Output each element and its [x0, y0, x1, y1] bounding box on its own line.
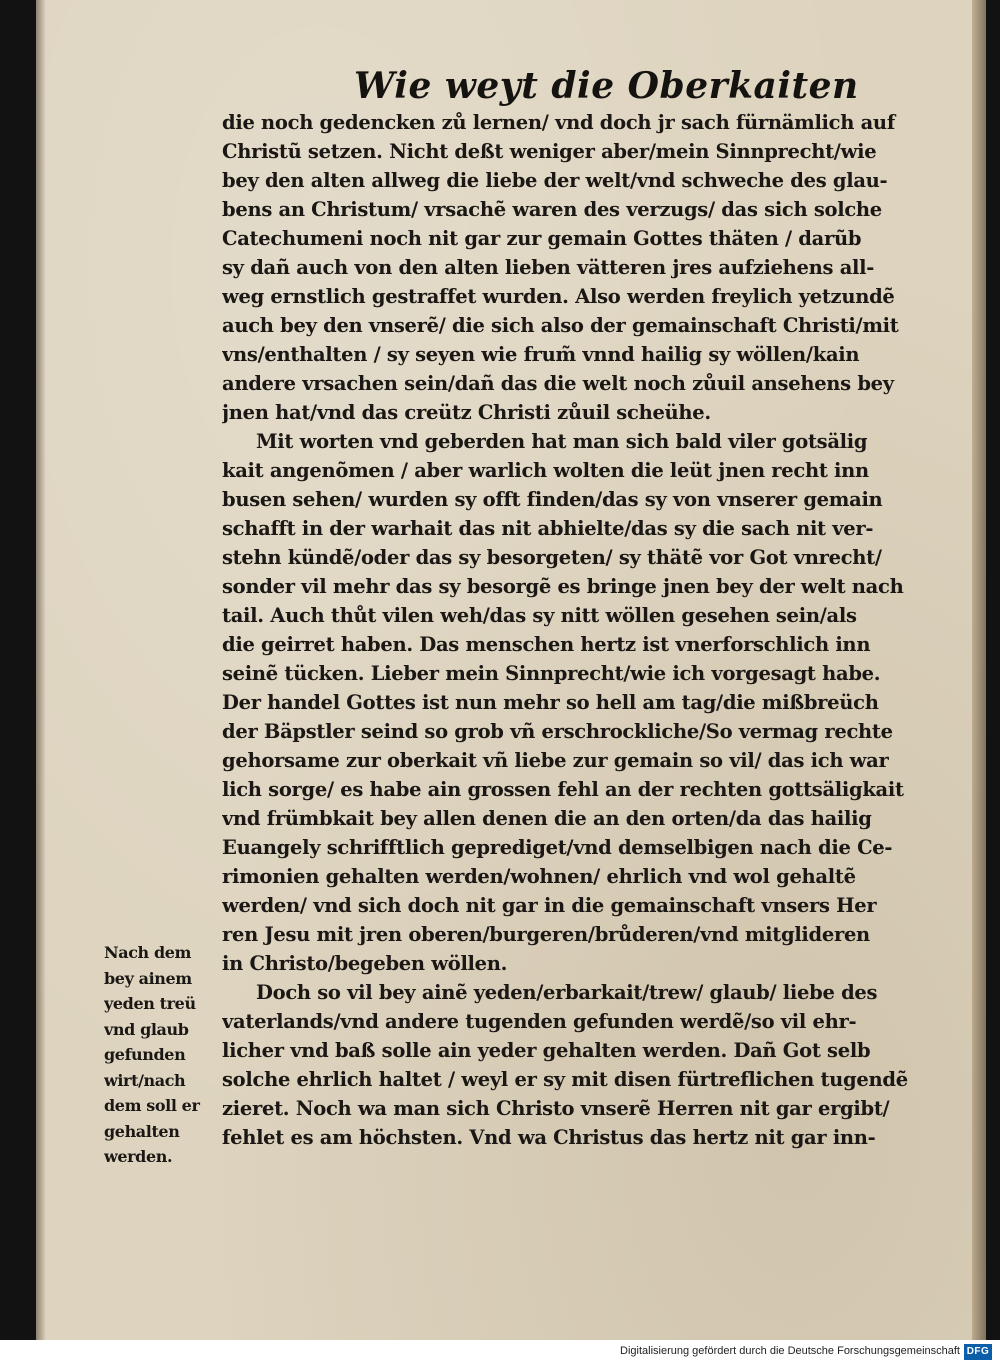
text-line: vns/enthalten / sy seyen wie frum̃ vnnd hailig sy wöllen/kain	[222, 343, 860, 366]
text-line: werden/ vnd sich doch nit gar in die gemainschaft vnsers Her	[222, 894, 877, 917]
text-line: rimonien gehalten werden/wohnen/ ehrlich vnd wol gehaltẽ	[222, 865, 856, 888]
text-line: fehlet es am höchsten. Vnd wa Christus das hertz nit gar inn-	[222, 1126, 876, 1149]
marginal-line: bey ainem	[104, 968, 192, 988]
text-line: bey den alten allweg die liebe der welt/vnd schweche des glau-	[222, 169, 888, 192]
text-line: jnen hat/vnd das creütz Christi zůuil scheühe.	[222, 401, 711, 424]
text-line: lich sorge/ es habe ain grossen fehl an der rechten gottsäligkait	[222, 778, 904, 801]
page-edge	[972, 0, 986, 1340]
text-line: die geirret haben. Das menschen hertz ist vnerforschlich inn	[222, 633, 871, 656]
text-line: busen sehen/ wurden sy offt finden/das sy von vnserer gemain	[222, 488, 883, 511]
marginal-line: wirt/nach	[104, 1070, 186, 1090]
text-line: licher vnd baß solle ain yeder gehalten werden. Dañ Got selb	[222, 1039, 871, 1062]
text-line: weg ernstlich gestraffet wurden. Also werden freylich yetzundẽ	[222, 285, 895, 308]
marginal-line: vnd glaub	[104, 1019, 189, 1039]
text-line: Mit worten vnd geberden hat man sich bald viler gotsälig	[256, 430, 868, 453]
marginal-note	[104, 940, 216, 1170]
text-line: kait angenõmen / aber warlich wolten die leüt jnen recht inn	[222, 459, 869, 482]
text-line: Christũ setzen. Nicht deßt weniger aber/mein Sinnprecht/wie	[222, 140, 877, 163]
dfg-logo-icon: DFG	[964, 1344, 992, 1360]
text-line: zieret. Noch wa man sich Christo vnserẽ Herren nit gar ergibt/	[222, 1097, 890, 1120]
text-line: auch bey den vnserẽ/ die sich also der gemainschaft Christi/mit	[222, 314, 899, 337]
marginal-line: gefunden	[104, 1045, 186, 1064]
text-line: bens an Christum/ vrsachẽ waren des verzugs/ das sich solche	[222, 198, 882, 221]
text-line: vnd frümbkait bey allen denen die an den orten/da das hailig	[222, 807, 872, 830]
text-line: seinẽ tücken. Lieber mein Sinnprecht/wie ich vorgesagt habe.	[222, 662, 881, 685]
text-line: vaterlands/vnd andere tugenden gefunden werdẽ/so vil ehr-	[222, 1010, 857, 1033]
text-line: der Bäpstler seind so grob vñ erschrockliche/So vermag rechte	[222, 720, 893, 743]
digitization-footer	[0, 1340, 1000, 1366]
marginal-line: gehalten	[104, 1121, 180, 1141]
marginal-line: yeden treü	[104, 994, 196, 1013]
marginal-line: Nach dem	[104, 943, 192, 962]
marginal-line: werden.	[104, 1147, 173, 1166]
text-line: stehn kündẽ/oder das sy besorgeten/ sy thätẽ vor Got vnrecht/	[222, 546, 882, 569]
text-line: andere vrsachen sein/dañ das die welt noch zůuil ansehens bey	[222, 372, 894, 395]
text-line: ren Jesu mit jren oberen/burgeren/brůderen/vnd mitglideren	[222, 923, 870, 946]
text-line: in Christo/begeben wöllen.	[222, 952, 508, 975]
text-line: Catechumeni noch nit gar zur gemain Gottes thäten / darũb	[222, 227, 862, 250]
text-line: sonder vil mehr das sy besorgẽ es bringe jnen bey der welt nach	[222, 575, 904, 598]
text-line: Der handel Gottes ist nun mehr so hell am tag/die mißbreüch	[222, 691, 879, 714]
page-gutter	[36, 0, 46, 1340]
text-line: tail. Auch thůt vilen weh/das sy nitt wöllen gesehen sein/als	[222, 604, 857, 627]
text-line: Euangely schrifftlich geprediget/vnd demselbigen nach die Ce-	[222, 836, 893, 859]
marginal-line: dem soll er	[104, 1096, 200, 1115]
text-line: gehorsame zur oberkait vñ liebe zur gemain so vil/ das ich war	[222, 749, 889, 772]
text-line: sy dañ auch von den alten lieben vätteren jres aufziehens all-	[222, 256, 875, 279]
text-line: solche ehrlich haltet / weyl er sy mit disen fürtreflichen tugendẽ	[222, 1068, 908, 1091]
body-text	[222, 108, 934, 1152]
running-head: Wie weyt die Oberkaiten	[354, 65, 859, 107]
funding-credit: Digitalisierung gefördert durch die Deutsche Forschungsgemeinschaft	[620, 1345, 960, 1357]
text-line: schafft in der warhait das nit abhielte/das sy die sach nit ver-	[222, 517, 874, 540]
text-line: Doch so vil bey ainẽ yeden/erbarkait/trew/ glaub/ liebe des	[256, 981, 878, 1004]
text-line: die noch gedencken zů lernen/ vnd doch jr sach fürnämlich auf	[222, 111, 895, 134]
